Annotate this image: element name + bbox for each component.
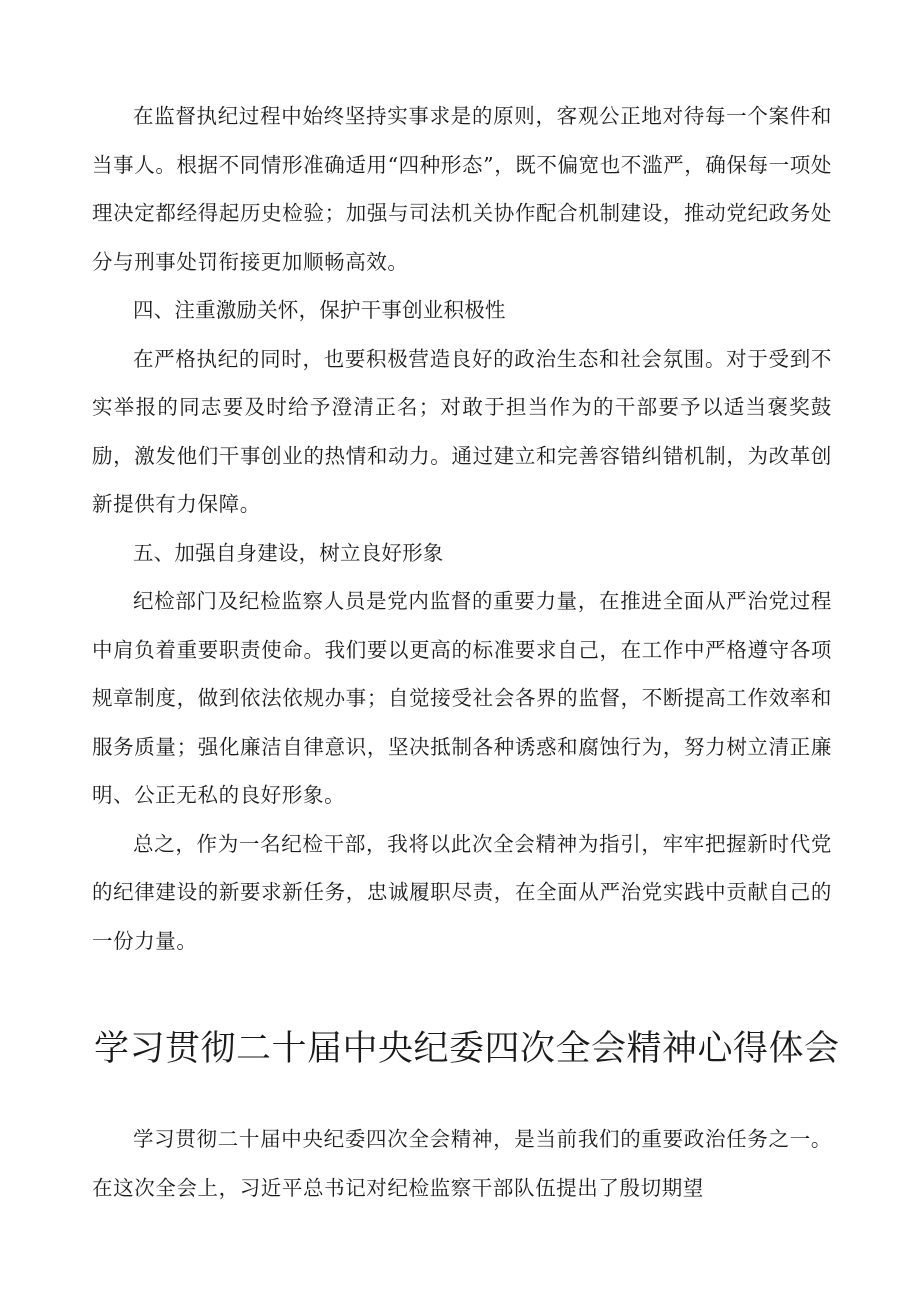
previous-article-body	[92, 92, 832, 965]
paragraph-intro: 学习贯彻二十届中央纪委四次全会精神，是当前我们的重要政治任务之一。在这次全会上，习近平总书记对纪检监察干部队伍提出了殷切期望	[92, 1127, 832, 1200]
article-body	[92, 1115, 832, 1212]
article-title: 学习贯彻二十届中央纪委四次全会精神心得体会	[94, 1029, 840, 1069]
paragraph-fact-based-discipline: 在监督执纪过程中始终坚持实事求是的原则，客观公正地对待每一个案件和当事人。根据不同情形准确适用“四种形态”，既不偏宽也不滥严，确保每一项处理决定都经得起历史检验；加强与司法机关协作配合机制建设，推动党纪政务处分与刑事处罚衔接更加顺畅高效。	[92, 104, 832, 274]
paragraph-self-building: 纪检部门及纪检监察人员是党内监督的重要力量，在推进全面从严治党过程中肩负着重要职责使命。我们要以更高的标准要求自己，在工作中严格遵守各项规章制度，做到依法依规办事；自觉接受社会各界的监督，不断提高工作效率和服务质量；强化廉洁自律意识，坚决抵制各种诱惑和腐蚀行为，努力树立清正廉明、公正无私的良好形象。	[92, 589, 832, 807]
paragraph-incentive-care: 在严格执纪的同时，也要积极营造良好的政治生态和社会氛围。对于受到不实举报的同志要及时给予澄清正名；对敢于担当作为的干部要予以适当褒奖鼓励，激发他们干事创业的热情和动力。通过建立和完善容错纠错机制，为改革创新提供有力保障。	[92, 346, 832, 516]
paragraph-conclusion: 总之，作为一名纪检干部，我将以此次全会精神为指引，牢牢把握新时代党的纪律建设的新要求新任务，忠诚履职尽责，在全面从严治党实践中贡献自己的一份力量。	[92, 831, 832, 953]
section-heading-4: 四、注重激励关怀，保护干事创业积极性	[133, 298, 506, 322]
section-heading-5: 五、加强自身建设，树立良好形象	[133, 540, 444, 565]
